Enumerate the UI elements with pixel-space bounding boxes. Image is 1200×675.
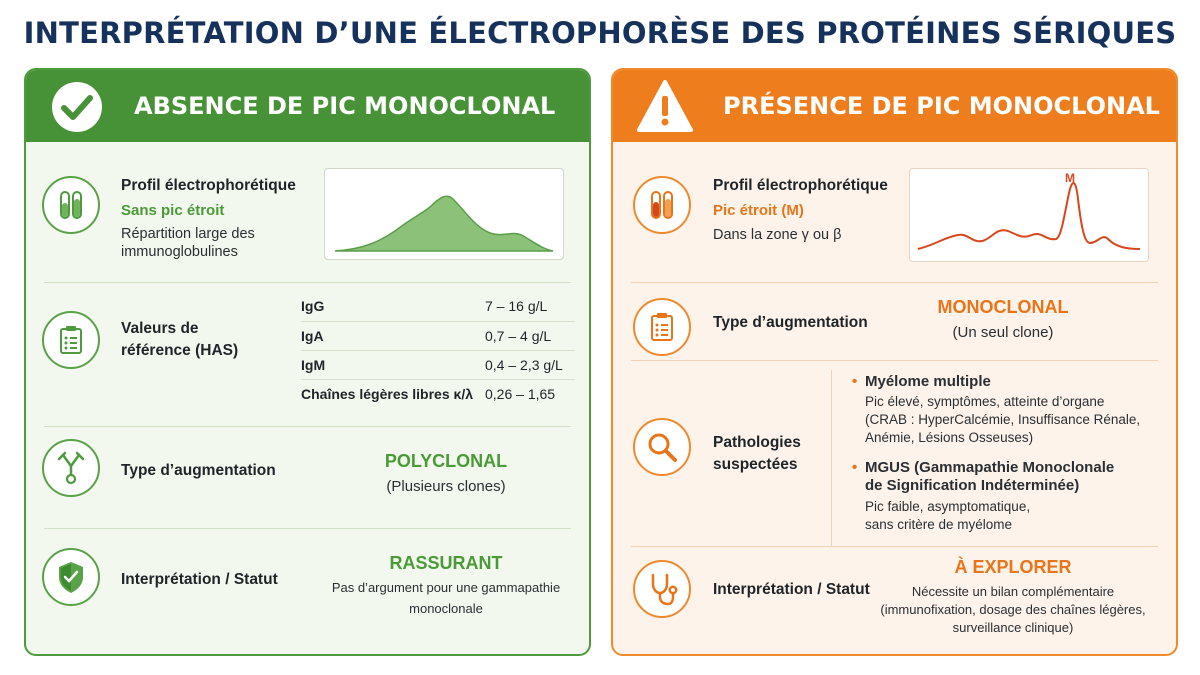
absence-title: ABSENCE DE PIC MONOCLONAL — [134, 92, 556, 120]
interp-line2: monoclonale — [409, 601, 483, 616]
interp-line1: Nécessite un bilan complémentaire — [911, 584, 1115, 599]
shield-check-icon — [42, 548, 100, 606]
absence-card — [24, 68, 591, 656]
magnifier-icon — [633, 418, 691, 476]
interp-value: RASSURANT — [389, 553, 503, 573]
type-value: POLYCLONAL — [384, 451, 508, 471]
myelome-line2: (CRAB : HyperCalcémie, Insuffisance Rénale, — [865, 412, 1141, 427]
ref-value: 0,7 – 4 g/L — [485, 321, 575, 350]
interp-line3: surveillance clinique) — [952, 620, 1074, 635]
valeurs-label-1: Valeurs de — [121, 320, 199, 337]
mgus-line1: Pic faible, asymptomatique, — [865, 499, 1031, 514]
type-label: Type d’augmentation — [713, 314, 868, 331]
patho-label-1: Pathologies — [713, 434, 801, 451]
type-sub: (Un seul clone) — [952, 324, 1054, 341]
mgus-title: • MGUS (Gammapathie Monoclonale — [852, 459, 1115, 476]
type-value: MONOCLONAL — [937, 297, 1069, 317]
reference-table — [301, 292, 575, 408]
profil-line1: Dans la zone γ ou β — [713, 227, 842, 243]
divider — [631, 282, 1158, 283]
myelome-line3: Anémie, Lésions Osseuses) — [865, 430, 1034, 445]
ref-name: IgM — [301, 350, 485, 379]
divider — [44, 528, 571, 529]
type-label: Type d’augmentation — [121, 462, 276, 479]
interp-line1: Pas d’argument pour une gammapathie — [331, 580, 561, 595]
polyclonal-curve — [324, 168, 564, 260]
profil-highlight: Pic étroit (M) — [713, 202, 804, 219]
interp-label: Interprétation / Statut — [121, 571, 278, 588]
profil-line2: immunoglobulines — [121, 244, 238, 260]
interp-value: À EXPLORER — [954, 557, 1072, 577]
ref-name: IgA — [301, 321, 485, 350]
absence-header — [26, 70, 589, 142]
divider — [44, 426, 571, 427]
antibody-icon — [42, 439, 100, 497]
mgus-title-2: de Signification Indéterminée) — [865, 477, 1080, 494]
mgus-title-text: MGUS (Gammapathie Monoclonale — [865, 459, 1115, 476]
myelome-title-text: Myélome multiple — [865, 373, 991, 390]
table-row — [301, 379, 575, 408]
ref-value: 0,26 – 1,65 — [485, 385, 556, 402]
check-circle-icon — [48, 78, 106, 136]
interp-line2: (immunofixation, dosage des chaînes légères, — [880, 602, 1146, 617]
clipboard-icon — [42, 311, 100, 369]
test-tubes-icon — [633, 176, 691, 234]
ref-value: 7 – 16 g/L — [485, 292, 575, 321]
profil-label: Profil électrophorétique — [121, 177, 296, 194]
table-row — [301, 321, 575, 350]
myelome-title: • Myélome multiple — [852, 373, 991, 390]
warning-icon — [635, 78, 695, 136]
presence-title: PRÉSENCE DE PIC MONOCLONAL — [723, 92, 1160, 120]
presence-header — [613, 70, 1176, 142]
ref-value: 0,4 – 2,3 g/L — [485, 350, 575, 379]
profil-label: Profil électrophorétique — [713, 177, 888, 194]
table-row — [301, 292, 575, 321]
profil-highlight: Sans pic étroit — [121, 202, 225, 219]
peak-label: M — [1065, 171, 1075, 185]
test-tubes-icon — [42, 176, 100, 234]
clipboard-icon — [633, 298, 691, 356]
mgus-line2: sans critère de myélome — [865, 517, 1013, 532]
type-sub: (Plusieurs clones) — [386, 478, 506, 495]
stethoscope-icon — [633, 560, 691, 618]
ref-name: IgG — [301, 292, 485, 321]
page-title: INTERPRÉTATION D’UNE ÉLECTROPHORÈSE DES PROTÉINES SÉRIQUES — [23, 16, 1177, 50]
patho-label-2: suspectées — [713, 456, 798, 473]
interp-label: Interprétation / Statut — [713, 581, 870, 598]
profil-line1: Répartition large des — [121, 226, 255, 242]
presence-card — [611, 68, 1178, 656]
divider — [631, 546, 1158, 547]
divider — [631, 360, 1158, 361]
monoclonal-curve — [909, 168, 1149, 262]
myelome-line1: Pic élevé, symptômes, atteinte d’organe — [865, 394, 1105, 409]
valeurs-label-2: référence (HAS) — [121, 342, 239, 359]
ref-name: Chaînes légères libres κ/λ — [301, 385, 473, 402]
table-row — [301, 350, 575, 379]
divider — [44, 282, 571, 283]
divider — [831, 370, 832, 546]
